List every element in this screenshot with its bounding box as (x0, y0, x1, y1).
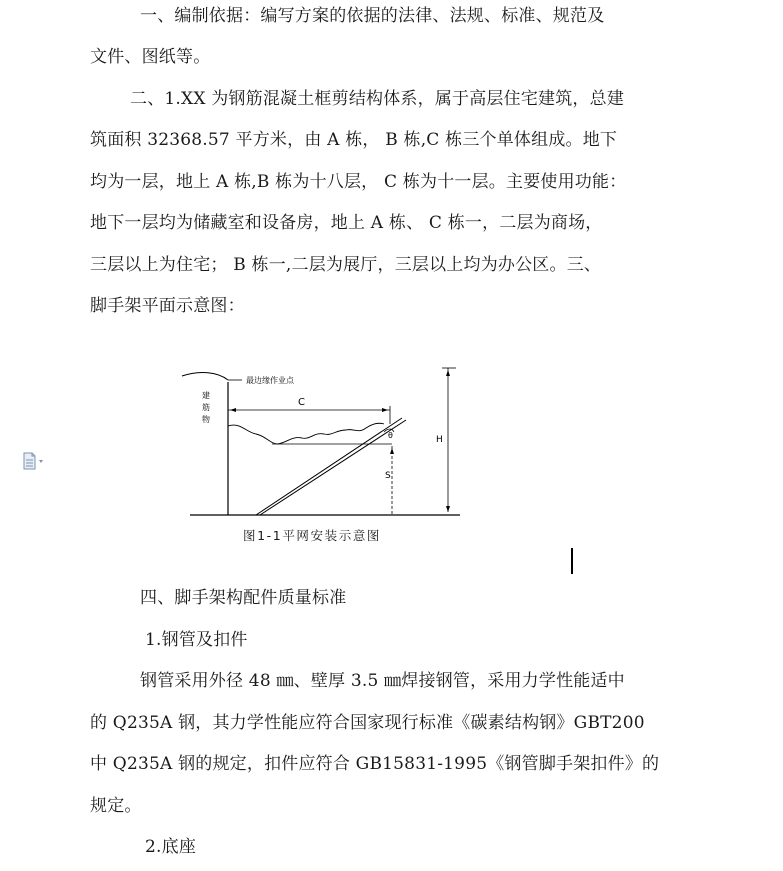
paragraph-line: 一、编制依据：编写方案的依据的法律、法规、标准、规范及 (140, 6, 605, 26)
paragraph-line: 中 Q235A 钢的规定，扣件应符合 GB15831-1995《钢管脚手架扣件》的 (90, 754, 660, 774)
paragraph-line: 规定。 (90, 796, 142, 816)
section-heading: 四、脚手架构配件质量标准 (140, 588, 347, 608)
safety-net (228, 423, 384, 444)
figure-caption: 图1-1平网安装示意图 (243, 528, 382, 543)
scaffold-diagram (180, 362, 465, 522)
label-h: H (436, 435, 443, 445)
paragraph-line: 地下一层均为储藏室和设备房，地上 A 栋、 C 栋一，二层为商场， (90, 213, 603, 233)
paragraph-line: 的 Q235A 钢，其力学性能应符合国家现行标准《碳素结构钢》GBT200 (90, 713, 645, 733)
paragraph-line: 文件、图纸等。 (90, 47, 211, 67)
label-c: C (298, 397, 305, 408)
label-s: S (385, 471, 391, 481)
building-top (182, 373, 228, 380)
label-angle: θ (388, 431, 393, 440)
building-label: 建 (202, 391, 210, 400)
paragraph-line: 钢管采用外径 48 ㎜、壁厚 3.5 ㎜焊接钢管，采用力学性能适中 (140, 671, 625, 691)
document-icon[interactable] (22, 452, 46, 470)
paragraph-line: 三层以上为住宅； B 栋一,二层为展厅，三层以上均为办公区。三、 (90, 255, 602, 275)
text-cursor (571, 548, 573, 574)
paragraph-line: 二、1.XX 为钢筋混凝土框剪结构体系，属于高层住宅建筑，总建 (130, 89, 625, 109)
scaffold-pole (260, 420, 406, 515)
subheading: 2.底座 (145, 837, 197, 857)
building-label: 物 (202, 415, 210, 424)
subheading: 1.钢管及扣件 (145, 630, 248, 650)
paragraph-line: 脚手架平面示意图： (90, 296, 245, 316)
building-label: 筋 (202, 403, 210, 412)
scaffold-pole (256, 418, 402, 515)
paragraph-line: 筑面积 32368.57 平方米，由 A 栋， B 栋,C 栋三个单体组成。地下 (90, 130, 618, 150)
paragraph-line: 均为一层，地上 A 栋,B 栋为十八层， C 栋为十一层。主要使用功能： (90, 172, 627, 192)
edge-point-label: 最边缘作业点 (246, 376, 294, 385)
